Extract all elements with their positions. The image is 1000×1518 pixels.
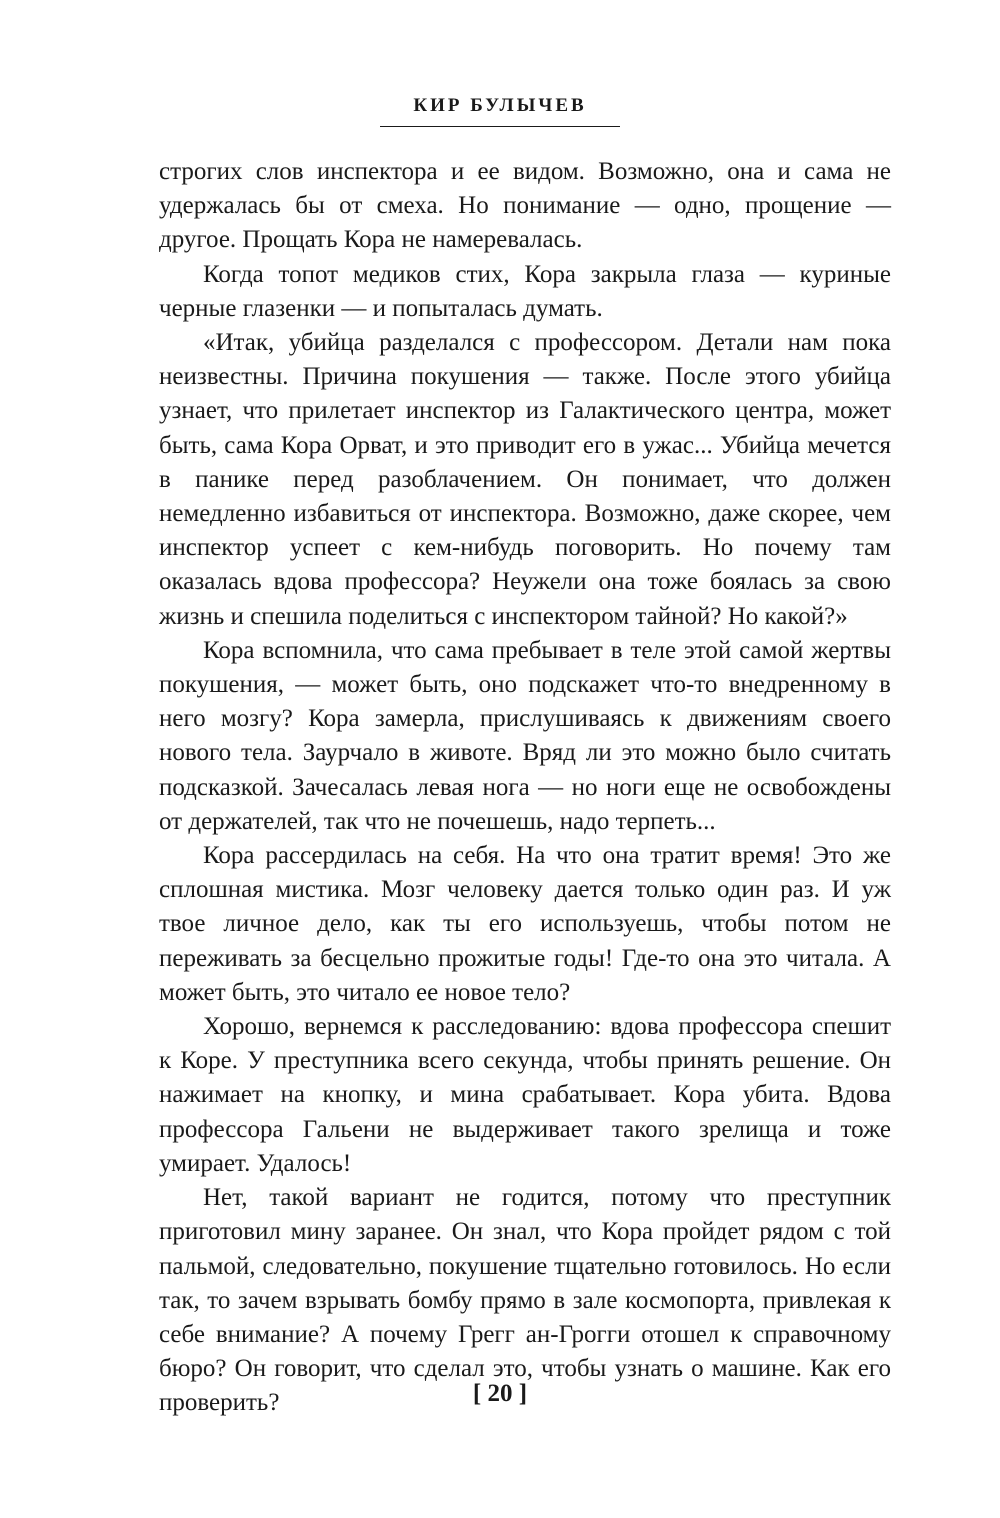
page-number-bracket-open: [ <box>472 1380 482 1407</box>
paragraph: «Итак, убийца разделался с профессором. Детали нам пока неизвестны. Причина покушения — также. После этого убийца узнает, что прилетает инспектор из Галактического центра, может быть, сама Кора Орват, и это приводит его в ужас... Убийца мечется в панике перед разоблачением. Он понимает, что должен немедленно избавиться от инспектора. Возможно, даже скорее, чем инспектор успеет с кем-нибудь поговорить. Но почему там оказалась вдова профессора? Неужели она тоже боялась за свою жизнь и спешила поделиться с инспектором тайной? Но какой?» <box>159 329 891 630</box>
paragraph: строгих слов инспектора и ее видом. Возможно, она и сама не удержалась бы от смеха. Но понимание — одно, прощение — другое. Прощать Кора не намеревалась. <box>159 158 891 254</box>
paragraph: Нет, такой вариант не годится, потому что преступник приготовил мину заранее. Он знал, что Кора пройдет рядом с той пальмой, следовательно, покушение тщательно готовилось. Но если так, то зачем взрывать бомбу прямо в зале космопорта, привлекая к себе внимание? А почему Грегг ан-Грогги отошел к справочному бюро? Он говорит, что сделал это, чтобы узнать о машине. Как его проверить? <box>159 1184 891 1417</box>
page-body <box>159 155 891 1421</box>
paragraph: Когда топот медиков стих, Кора закрыла глаза — куриные черные глазенки — и попыталась думать. <box>159 260 891 322</box>
paragraph: Кора вспомнила, что сама пребывает в теле этой самой жертвы покушения, — может быть, оно подскажет что-то внедренному в него мозгу? Кора замерла, прислушиваясь к движениям своего нового тела. Заурчало в животе. Вряд ли это можно было считать подсказкой. Зачесалась левая нога — но ноги еще не освобождены от держателей, так что не почешешь, надо терпеть... <box>159 636 891 835</box>
running-header <box>380 92 620 127</box>
page-number-value: 20 <box>487 1380 513 1407</box>
paragraph: Кора рассердилась на себя. На что она тратит время! Это же сплошная мистика. Мозг человеку дается только один раз. И уж твое личное дело, как ты его используешь, чтобы потом не переживать за бесцельно прожитые годы! Где-то она это читала. А может быть, это читало ее новое тело? <box>159 842 891 1006</box>
page-number-bracket-close: ] <box>518 1380 528 1407</box>
page-number <box>440 1378 560 1410</box>
paragraph: Хорошо, вернемся к расследованию: вдова профессора спешит к Коре. У преступника всего секунда, чтобы принять решение. Он нажимает на кнопку, и мина срабатывает. Кора убита. Вдова профессора Гальени не выдерживает такого зрелища и тоже умирает. Удалось! <box>159 1013 891 1177</box>
author-name: КИР БУЛЫЧЕВ <box>413 95 587 116</box>
header-rule <box>380 126 620 127</box>
